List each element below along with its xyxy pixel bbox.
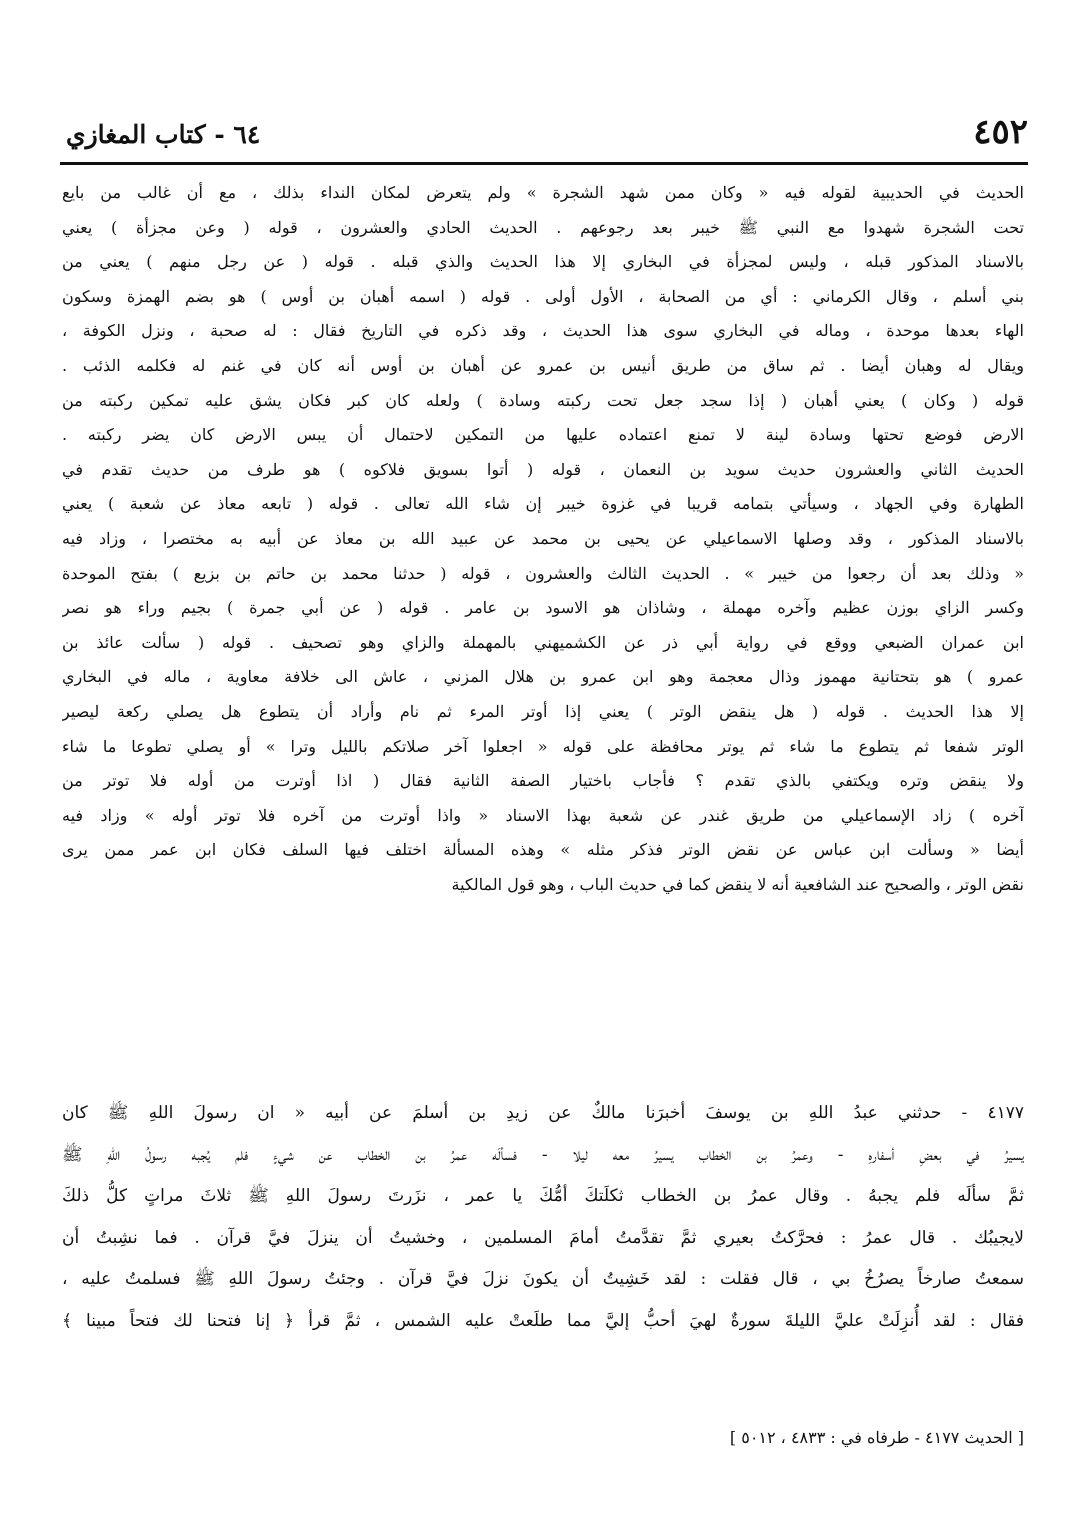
hadith-line: ٤١٧٧ - حدثني عبدُ اللهِ بن يوسفَ أخبرَنا مالكٌ عن زيدِ بن أسلمَ عن أبيه « ان رسولَ اللهِ ﷺ كان [62, 1103, 1024, 1123]
commentary-line: الهاء بعدها موحدة ، وماله في البخاري سوى هذا الحديث ، وقد ذكره في التاريخ فقال : له صحبة ، ونزل الكوفة ، [62, 321, 1024, 341]
commentary-line: الحديث في الحديبية لقوله فيه « وكان ممن شهد الشجرة » ولم يتعرض لمكان النداء بذلك ، مع أن غالب من بايع [62, 183, 1024, 202]
commentary-line: « وذلك بعد أن رجعوا من خيبر » . الحديث الثالث والعشرون ، قوله ( حدثنا محمد بن حاتم بن بزيع ) بفتح الموحدة [62, 563, 1024, 583]
hadith-line: فقال : لقد أُنزِلَتْ عليَّ الليلةَ سورةٌ لهيَ أحبُّ إليَّ مما طلَعتْ عليه الشمس ، ثمَّ قرأ ﴿ إنا فتحنا لك فتحاً مبينا ﴾ [62, 1310, 1024, 1331]
commentary-line: الحديث الثاني والعشرون حديث سويد بن النعمان ، قوله ( أتوا بسويق فلاكوه ) هو طرف من حديث تقدم في [62, 459, 1024, 479]
commentary-line: أيضا « وسألت ابن عباس عن نقض الوتر فذكر مثله » وهذه المسألة اختلف فيها السلف فكان ابن عمر ممن يرى [62, 840, 1024, 860]
commentary-line: تحت الشجرة شهدوا مع النبي ﷺ خيبر بعد رجوعهم . الحديث الحادي والعشرون ، قوله ( وعن مجزأة ) يعني [62, 217, 1024, 237]
commentary-line: الارض فوضع تحتها وسادة لينة لا تمنع اعتماده عليها من التمكين لاحتمال أن يبس الارض كان يضر ركبته . [62, 425, 1024, 445]
page-header [66, 110, 1028, 160]
commentary-line: ويقال له وهبان أيضا . ثم ساق من طريق أنيس بن عمرو عن أهبان بن أوس أنه كان في غنم له فكلمه الذئب . [62, 355, 1024, 375]
chapter-title: ٦٤ - كتاب المغازي [66, 120, 261, 149]
commentary-line: إلا هذا الحديث . قوله ( هل ينقض الوتر ) يعني إذا أوتر المرء ثم نام وأراد أن يتطوع هل يصلي ركعة ليصير [62, 701, 1024, 721]
commentary-line: ولا ينقض وتره ويكتفي بالذي تقدم ؟ فأجاب باختيار الصفة الثانية فقال ( اذا أوترت من أوله فلا توتر من [62, 771, 1024, 791]
hadith-footnote: [ الحديث ٤١٧٧ - طرفاه في : ٤٨٣٣ ، ٥٠١٢ ] [729, 1428, 1024, 1447]
commentary-line: بني أسلم ، وقال الكرماني : أي من الصحابة ، الأول أولى . قوله ( اسمه أهبان بن أوس ) هو بضم الهمزة وسكون [62, 286, 1024, 306]
hadith-block [62, 1093, 1024, 1342]
commentary-line: بالاسناد المذكور ، وقد وصلها الاسماعيلي عن يحيى بن محمد عن عبيد الله بن معاذ عن أبيه به مختصرا ، وزاد فيه [62, 528, 1024, 548]
commentary-line: قوله ( وكان ) يعني أهبان ( إذا سجد جعل تحت ركبته وسادة ) ولعله كان كبر فكان يشق عليه تمكين ركبته من [62, 390, 1024, 410]
hadith-line: ثمَّ سألَه فلم يجبهُ . وقال عمرُ بن الخطاب ثكلَتكَ أمُّكَ يا عمر ، نزَرتَ رسولَ اللهِ ﷺ ثلاثَ مراتٍ كلُّ ذلكَ [62, 1186, 1024, 1206]
commentary-block [62, 176, 1024, 902]
page-number: ٤٥٢ [973, 112, 1028, 152]
hadith-line: لايجيبُك . قال عمرُ : فحرَّكتُ بعيري ثمَّ تقدَّمتُ أمامَ المسلمين ، وخشيتُ أن ينزلَ فيَّ قرآن . فما نشِبتُ أن [62, 1227, 1024, 1248]
commentary-line: الوتر شفعا ثم يتطوع ما شاء ثم يوتر محافظة على قوله « اجعلوا آخر صلاتكم بالليل وترا » أو يصلي تطوعا ما شاء [62, 736, 1024, 756]
commentary-line: بالاسناد المذكور قبله ، وليس لمجزأة في البخاري إلا هذا الحديث والذي قبله . قوله ( عن رجل منهم ) يعني من [62, 252, 1024, 272]
commentary-line: الطهارة وفي الجهاد ، وسيأتي بتمامه قريبا في غزوة خيبر إن شاء الله تعالى . قوله ( تابعه معاذ عن شعبة ) يعني [62, 494, 1024, 514]
hadith-line: يسيرُ في بعضِ أسفارهِ - وعمرُ بن الخطاب يسيرُ معه ليلا - فسألَه عمرُ بن الخطاب عن شيءٍ فلم يُجبه رسولُ اللهِ ﷺ [62, 1144, 1024, 1165]
commentary-line: ابن عمران الضبعي ووقع في رواية أبي ذر عن الكشميهني بالمهملة والزاي وهو تصحيف . قوله ( سألت عائذ بن [62, 632, 1024, 652]
hadith-line: سمعتُ صارخاً يصرُخُ بي ، قال فقلت : لقد خَشِيتُ أن يكونَ نزلَ فيَّ قرآن . وجئتُ رسولَ اللهِ ﷺ فسلمتُ عليه ، [62, 1269, 1024, 1289]
commentary-line: وكسر الزاي بوزن عظيم وآخره مهملة ، وشاذان هو الاسود بن عامر . قوله ( عن أبي جمرة ) بجيم وراء هو نصر [62, 598, 1024, 618]
header-divider [60, 162, 1028, 165]
commentary-line: نقض الوتر ، والصحيح عند الشافعية أنه لا ينقض كما في حديث الباب ، وهو قول المالكية [451, 874, 1024, 894]
commentary-line: آخره ) زاد الإسماعيلي من طريق غندر عن شعبة بهذا الاسناد « واذا أوترت من آخره فلا توتر أوله » وزاد فيه [62, 805, 1024, 825]
commentary-line: عمرو ) هو بتحتانية مهموز وذال معجمة وهو ابن عمرو بن هلال المزني ، عاش الى خلافة معاوية ، ماله في البخاري [62, 667, 1024, 687]
